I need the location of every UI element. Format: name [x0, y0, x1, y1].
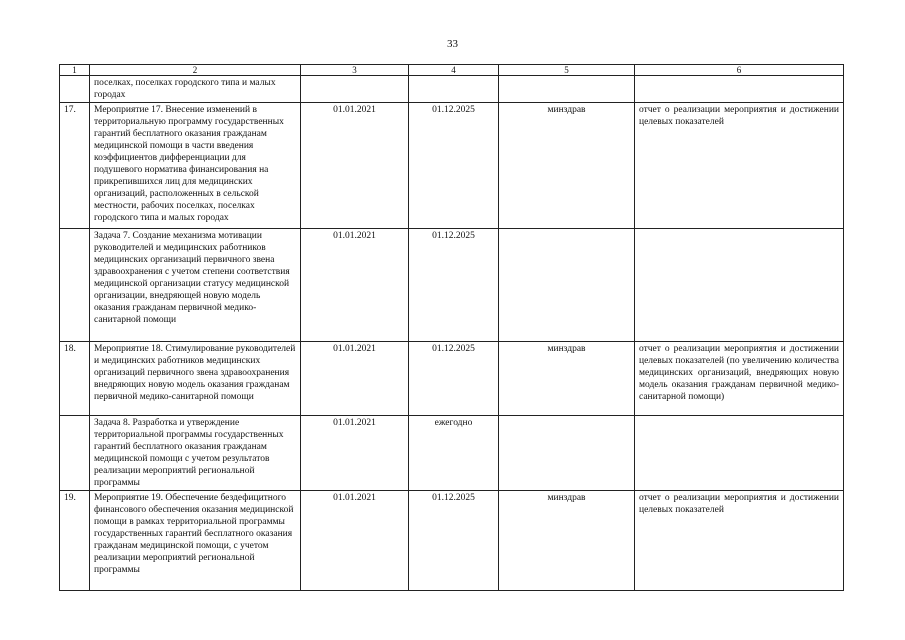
table-row	[60, 416, 844, 491]
executor	[499, 76, 635, 103]
table-row	[60, 342, 844, 416]
end-date: 01.12.2025	[409, 342, 499, 416]
column-header: 3	[301, 65, 409, 76]
row-text: Мероприятие 18. Стимулирование руководителей и медицинских работников медицинских организаций первичного звена здравоохранения внедряющих новую модель оказания гражданам первичной медико-санитарной помощи	[90, 342, 301, 416]
end-date: 01.12.2025	[409, 103, 499, 229]
row-text: Мероприятие 17. Внесение изменений в территориальную программу государственных гарантий бесплатного оказания гражданам медицинской помощи в части введения коэффициентов дифференциации для подушевого норматива финансирования на прикрепившихся лиц для медицинских организаций, расположенных в сельской местности, рабочих поселках, поселках городского типа и малых городах	[90, 103, 301, 229]
result	[635, 76, 844, 103]
result	[635, 229, 844, 342]
executor	[499, 416, 635, 491]
page-number: 33	[447, 38, 458, 50]
column-header: 6	[635, 65, 844, 76]
end-date	[409, 76, 499, 103]
start-date: 01.01.2021	[301, 103, 409, 229]
row-text: поселках, поселках городского типа и малых городах	[90, 76, 301, 103]
start-date: 01.01.2021	[301, 491, 409, 591]
executor: минздрав	[499, 342, 635, 416]
measures-table	[59, 64, 844, 591]
row-number: 17.	[60, 103, 90, 229]
table-row	[60, 229, 844, 342]
end-date: 01.12.2025	[409, 229, 499, 342]
column-header: 2	[90, 65, 301, 76]
result: отчет о реализации мероприятия и достижении целевых показателей	[635, 491, 844, 591]
row-text: Мероприятие 19. Обеспечение бездефицитного финансового обеспечения оказания медицинской помощи в рамках территориальной программы государственных гарантий бесплатного оказания гражданам медицинской помощи, с учетом реализации мероприятий региональной программы	[90, 491, 301, 591]
row-number: 18.	[60, 342, 90, 416]
header-row	[60, 65, 844, 76]
row-number	[60, 416, 90, 491]
start-date: 01.01.2021	[301, 416, 409, 491]
table-row	[60, 76, 844, 103]
column-header: 5	[499, 65, 635, 76]
end-date: ежегодно	[409, 416, 499, 491]
table-row	[60, 103, 844, 229]
row-text: Задача 7. Создание механизма мотивации руководителей и медицинских работников медицинских организаций первичного звена здравоохранения с учетом степени соответствия медицинской организации статусу медицинской организации, внедряющей новую модель оказания гражданам первичной медико-санитарной помощи	[90, 229, 301, 342]
row-number	[60, 76, 90, 103]
column-header: 1	[60, 65, 90, 76]
result: отчет о реализации мероприятия и достижении целевых показателей	[635, 103, 844, 229]
executor: минздрав	[499, 103, 635, 229]
executor: минздрав	[499, 491, 635, 591]
table-row	[60, 491, 844, 591]
executor	[499, 229, 635, 342]
start-date: 01.01.2021	[301, 342, 409, 416]
result: отчет о реализации мероприятия и достижении целевых показателей (по увеличению количества медицинских организаций, внедряющих новую модель оказания гражданам первичной медико-санитарной помощи)	[635, 342, 844, 416]
start-date: 01.01.2021	[301, 229, 409, 342]
row-text: Задача 8. Разработка и утверждение территориальной программы государственных гарантий бесплатного оказания гражданам медицинской помощи с учетом результатов реализации мероприятий региональной программы	[90, 416, 301, 491]
row-number	[60, 229, 90, 342]
end-date: 01.12.2025	[409, 491, 499, 591]
column-header: 4	[409, 65, 499, 76]
result	[635, 416, 844, 491]
start-date	[301, 76, 409, 103]
row-number: 19.	[60, 491, 90, 591]
